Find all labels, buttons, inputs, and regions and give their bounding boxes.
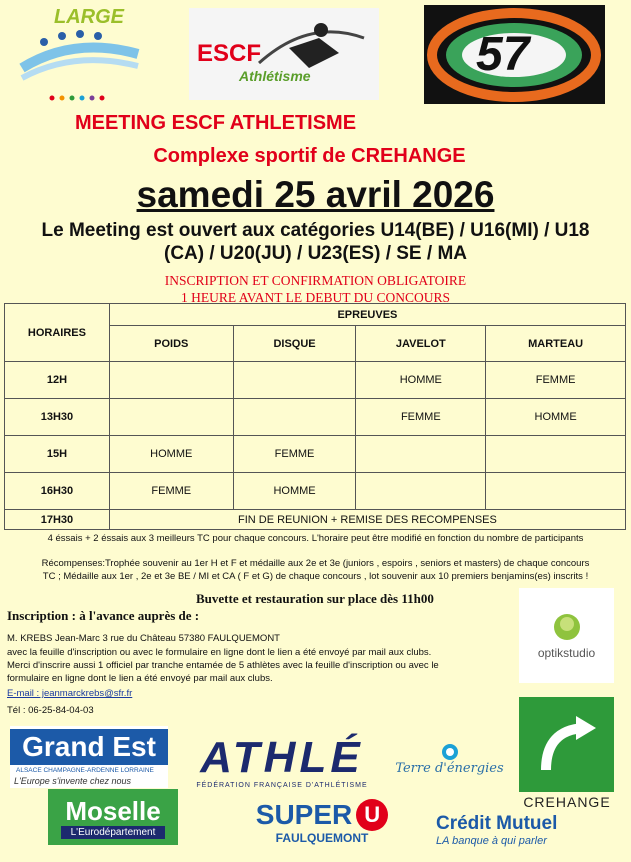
time-cell: 17H30 (5, 510, 110, 530)
credit-mutuel-text: Crédit Mutuel (436, 813, 558, 834)
meeting-title: MEETING ESCF ATHLETISME (74, 112, 357, 134)
schedule-table (4, 303, 626, 530)
time-cell: 13H30 (5, 399, 110, 436)
inscription-line-1: INSCRIPTION ET CONFIRMATION OBLIGATOIRE (164, 273, 467, 288)
terre-energies-text: Terre d'énergies (395, 760, 504, 776)
table-row (5, 362, 626, 399)
time-cell: 15H (5, 436, 110, 473)
inscription-title: Inscription : à l'avance auprès de : (7, 608, 200, 623)
time-cell: 12H (5, 362, 110, 399)
buvette-text: Buvette et restauration sur place dès 11h00 (196, 591, 434, 606)
large-logo-text: LARGE (54, 6, 124, 28)
categories-line-1: Le Meeting est ouvert aux catégories U14(BE) / U16(MI) / U18 (41, 220, 590, 241)
escf-logo-subtext: Athlétisme (239, 68, 311, 84)
table-cell (109, 399, 233, 436)
escf-logo-text: ESCF (197, 40, 262, 67)
grand-est-subtext: ALSACE CHAMPAGNE-ARDENNE LORRAINE (16, 766, 154, 774)
table-cell (486, 436, 626, 473)
table-cell (233, 362, 356, 399)
header-poids: POIDS (109, 326, 233, 362)
table-row (5, 473, 626, 510)
optikstudio-text: optikstudio (537, 645, 596, 660)
athle-logo (182, 728, 382, 794)
large-logo (14, 6, 144, 102)
table-cell: HOMME (486, 399, 626, 436)
grand-est-logo (10, 726, 168, 788)
optikstudio-logo (519, 588, 614, 683)
table-cell: FEMME (109, 473, 233, 510)
athle-text: ATHLÉ (200, 732, 364, 782)
table-cell: HOMME (356, 362, 486, 399)
categories-line-2: (CA) / U20(JU) / U23(ES) / SE / MA (164, 243, 467, 264)
moselle-text: Moselle (65, 795, 161, 826)
table-cell (486, 473, 626, 510)
recompenses-line-2: TC ; Médaille aux 1er , 2e et 3e BE / MI et CA ( F et G) de chaque concours , lot souvenir aux 10 premiers benjamins(es) inscrits ! (42, 571, 589, 582)
inscription-line-2: 1 HEURE AVANT LE DEBUT DU CONCOURS (180, 290, 451, 305)
crehange-logo (519, 697, 614, 792)
event-date: samedi 25 avril 2026 (136, 174, 495, 215)
closing-cell: FIN DE REUNION + REMISE DES RECOMPENSES (109, 510, 625, 530)
inscription-notice (0, 272, 631, 306)
district-icon (439, 743, 461, 761)
email-link[interactable]: E-mail : jeanmarckrebs@sfr.fr (7, 688, 133, 699)
table-cell: HOMME (109, 436, 233, 473)
table-cell: HOMME (233, 473, 356, 510)
header-horaires: HORAIRES (5, 304, 110, 362)
credit-mutuel-subtext: LA banque à qui parler (436, 835, 547, 847)
grand-est-tagline: L'Europe s'invente chez nous (14, 775, 132, 786)
super-u-logo (232, 796, 412, 848)
terre-energies-logo (392, 734, 507, 784)
instructions-text (7, 646, 439, 685)
table-cell (109, 362, 233, 399)
essais-note: 4 éssais + 2 éssais aux 3 meilleurs TC pour chaque concours. L'horaire peut être modifié en fonction du nombre de participants (47, 533, 584, 544)
instructions-line-3: formulaire en ligne dont le lien a été envoyé par mail aux clubs. (7, 673, 273, 684)
table-row (5, 436, 626, 473)
header-marteau: MARTEAU (486, 326, 626, 362)
venue-title (0, 145, 631, 168)
recompenses-line-1: Récompenses:Trophée souvenir au 1er H et F et médaille aux 2e et 3e (juniors , espoirs , seniors et masters) de chaque concours (41, 558, 590, 569)
table-cell: FEMME (486, 362, 626, 399)
athle-subtext: FÉDÉRATION FRANÇAISE D'ATHLÉTISME (196, 781, 368, 789)
instructions-line-2: Merci d'inscrire aussi 1 officiel par tranche entamée de 5 athlètes avec la feuille d'inscription ou avec le (7, 660, 439, 671)
header-epreuves: EPREUVES (109, 304, 625, 326)
recompenses-note (0, 557, 631, 583)
fifty-seven-text: 57 (476, 28, 530, 81)
header-javelot: JAVELOT (356, 326, 486, 362)
venue-title-text: Complexe sportif de CREHANGE (153, 145, 466, 167)
header-disque: DISQUE (233, 326, 356, 362)
fifty-seven-logo (424, 5, 605, 104)
grand-est-text: Grand Est (22, 730, 156, 762)
credit-mutuel-logo (436, 808, 608, 852)
table-cell (233, 399, 356, 436)
phone-text: Tél : 06-25-84-04-03 (7, 705, 94, 716)
address-text: M. KREBS Jean-Marc 3 rue du Château 57380 FAULQUEMONT (7, 633, 280, 644)
table-cell: FEMME (233, 436, 356, 473)
table-cell: FEMME (356, 399, 486, 436)
table-row (5, 399, 626, 436)
categories-text (0, 219, 631, 265)
super-u-subtext: FAULQUEMONT (275, 831, 369, 845)
table-cell (356, 473, 486, 510)
arrow-icon (532, 710, 602, 780)
table-cell (356, 436, 486, 473)
super-u-text: SUPER (255, 799, 353, 830)
super-u-letter: U (356, 799, 388, 831)
moselle-logo (48, 789, 178, 845)
time-cell: 16H30 (5, 473, 110, 510)
optik-circle-icon (552, 612, 582, 642)
table-row (5, 510, 626, 530)
instructions-line-1: avec la feuille d'inscription ou avec le formulaire en ligne dont le lien a été envoyé par mail aux clubs. (7, 647, 432, 658)
moselle-subtext: L'Eurodépartement (61, 826, 166, 839)
escf-logo (189, 8, 379, 100)
crehange-text: CREHANGE (523, 794, 611, 810)
